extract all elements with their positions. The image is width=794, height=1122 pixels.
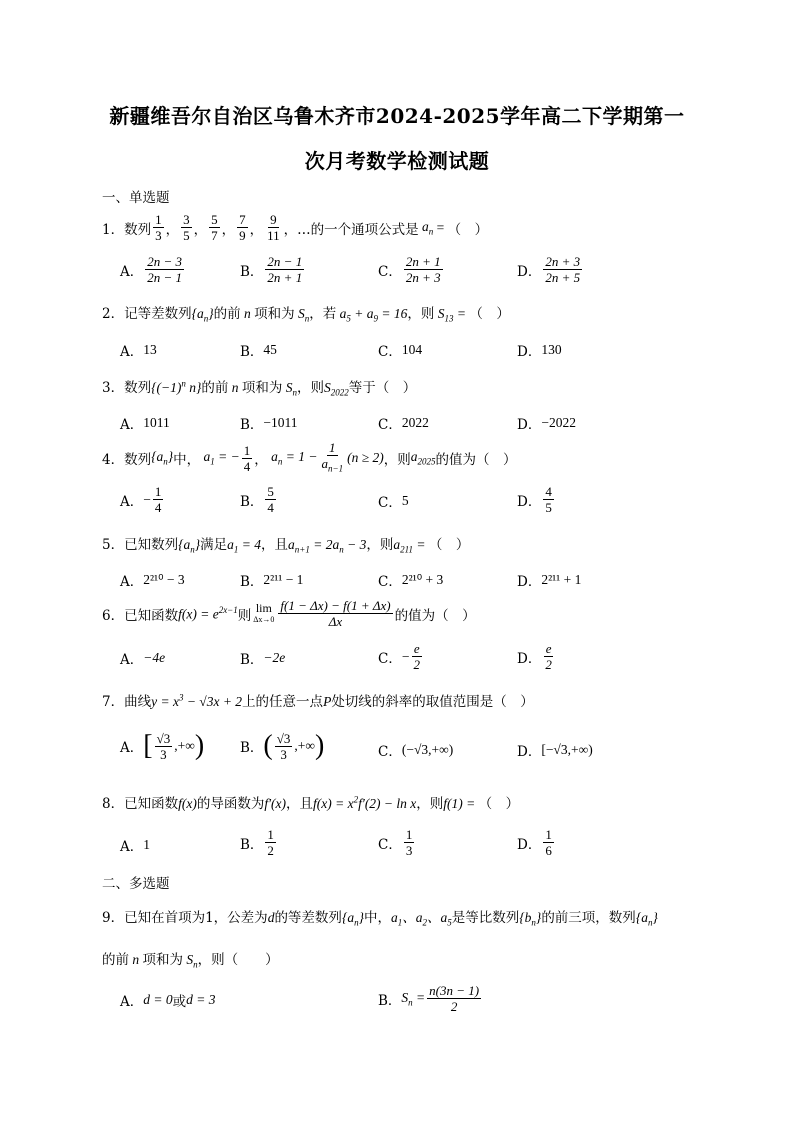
q1-option-d[interactable]: D． $\frac{2n + 3}{2n + 5}$ bbox=[517, 254, 581, 285]
q9-option-b[interactable]: B． $S_n$ = $\frac{n(3n - 1)}{2}$ bbox=[378, 983, 480, 1014]
q1-prefix: 1．数列 bbox=[102, 221, 152, 238]
q1-frac-3: $\frac{5}{7}$ bbox=[211, 212, 218, 243]
q6-option-a[interactable]: A． −4e bbox=[120, 650, 166, 668]
q1-frac-4: $\frac{7}{9}$ bbox=[239, 212, 246, 243]
q2-option-c[interactable]: C． 104 bbox=[378, 342, 423, 360]
section-single-choice: 一、单选题 bbox=[102, 190, 170, 206]
q2-option-a[interactable]: A． 13 bbox=[120, 342, 157, 360]
q4-option-c[interactable]: C． 5 bbox=[378, 493, 409, 511]
q8-option-a[interactable]: A． 1 bbox=[120, 837, 150, 855]
q3-option-a[interactable]: A． 1011 bbox=[120, 415, 170, 433]
q9-option-a[interactable]: A． d = 0 或 d = 3 bbox=[120, 992, 216, 1010]
q7-option-a[interactable]: A． [ $\frac{√3}{3}$ ,+∞ ) bbox=[120, 730, 205, 762]
q1-frac-1: $\frac{1}{3}$ bbox=[155, 212, 162, 243]
q5-option-a[interactable]: A． 2²¹⁰ − 3 bbox=[120, 572, 185, 590]
q7-option-d[interactable]: D． [−√3,+∞) bbox=[517, 742, 593, 760]
q1-frac-2: $\frac{3}{5}$ bbox=[183, 212, 190, 243]
q6-option-b[interactable]: B． −2e bbox=[240, 650, 286, 668]
q3-option-d[interactable]: D． −2022 bbox=[517, 415, 576, 433]
q1-suffix: ，…的一个通项公式是 bbox=[283, 221, 419, 238]
q1-option-b[interactable]: B． $\frac{2n - 1}{2n + 1}$ bbox=[240, 254, 303, 285]
q5-option-c[interactable]: C． 2²¹⁰ + 3 bbox=[378, 572, 444, 590]
question-7: 7．曲线$y = x^3 - √3x + 2$上的任意一点P处切线的斜率的取值范围是（ ） bbox=[102, 692, 534, 710]
question-4: 4．数列 $\{a_n\}$ 中， $a_1$ = − $\frac{1}{4}$ ， $a_n = 1$ − $\frac{1}{a_{n-1}}$ (n ≥ 2) ，则 $a_{2025}$ 的值为（ ） bbox=[102, 440, 517, 474]
question-9-line1: 9．已知在首项为1，公差为d的等差数列$\{a_n\}$中，$a_1$、$a_2$、$a_5$是等比数列$\{b_n\}$的前三项，数列$\{a_n\}$ bbox=[102, 910, 658, 928]
section-multiple-choice: 二、多选题 bbox=[102, 876, 170, 892]
q6-option-c[interactable]: C． − $\frac{e}{2}$ bbox=[378, 641, 420, 672]
page-title-line1: 新疆维吾尔自治区乌鲁木齐市2024-2025学年高二下学期第一 bbox=[109, 104, 685, 128]
q1-option-a[interactable]: A． $\frac{2n - 3}{2n - 1}$ bbox=[120, 254, 183, 285]
question-3: 3．数列{$(-1)^n$ n}的前 n 项和为 $S_n$，则$S_{2022}$等于（ ） bbox=[102, 378, 417, 398]
question-2: 2．记等差数列$\{a_n\}$的前 n 项和为 $S_n$，若 $a_5 + a_9 = 16$，则 $S_{13}$ = （ ） bbox=[102, 306, 510, 324]
question-9-line2: 的前 n 项和为 $S_n$，则（ ） bbox=[102, 952, 279, 970]
q2-option-d[interactable]: D． 130 bbox=[517, 342, 562, 360]
q3-option-c[interactable]: C． 2022 bbox=[378, 415, 429, 433]
question-1: 1．数列 $\frac{1}{3}$ ， $\frac{3}{5}$ ， $\frac{5}{7}$ ， $\frac{7}{9}$ ， $\frac{9}{11}$ ，…的一个通项公式是 $a_n$ = （ ） bbox=[102, 212, 489, 243]
page-title-line2: 次月考数学检测试题 bbox=[304, 149, 490, 173]
q5-option-d[interactable]: D． 2²¹¹ + 1 bbox=[517, 572, 582, 590]
q3-option-b[interactable]: B． −1011 bbox=[240, 415, 298, 433]
q5-option-b[interactable]: B． 2²¹¹ − 1 bbox=[240, 572, 304, 590]
q8-option-c[interactable]: C． $\frac{1}{3}$ bbox=[378, 827, 413, 858]
question-8: 8．已知函数f(x)的导函数为f′(x)，且$f(x) = x^2f'(2) - \ln x$，则f(1) = （ ） bbox=[102, 794, 520, 812]
q1-option-c[interactable]: C． $\frac{2n + 1}{2n + 3}$ bbox=[378, 254, 441, 285]
q8-option-d[interactable]: D． $\frac{1}{6}$ bbox=[517, 827, 552, 858]
q4-option-a[interactable]: A． − $\frac{1}{4}$ bbox=[120, 484, 162, 515]
q2-option-b[interactable]: B． 45 bbox=[240, 342, 277, 360]
q7-option-c[interactable]: C． (−√3,+∞) bbox=[378, 742, 454, 760]
question-5: 5．已知数列$\{a_n\}$满足$a_1 = 4$，且$a_{n+1} = 2a_n - 3$，则$a_{211}$ = （ ） bbox=[102, 537, 470, 555]
q1-frac-5: $\frac{9}{11}$ bbox=[267, 212, 280, 243]
q7-option-b[interactable]: B． ( $\frac{√3}{3}$ ,+∞ ) bbox=[240, 730, 325, 762]
q8-option-b[interactable]: B． $\frac{1}{2}$ bbox=[240, 827, 274, 858]
question-6: 6．已知函数 $f(x) = e^{2x-1}$ 则 lim Δx→0 $\frac{f(1 - \Delta x) - f(1 + \Delta x)}{\Delta x}$ 的值为（ ） bbox=[102, 598, 476, 629]
q4-option-b[interactable]: B． $\frac{5}{4}$ bbox=[240, 484, 274, 515]
q4-option-d[interactable]: D． $\frac{4}{5}$ bbox=[517, 484, 552, 515]
q6-option-d[interactable]: D． $\frac{e}{2}$ bbox=[517, 641, 552, 672]
